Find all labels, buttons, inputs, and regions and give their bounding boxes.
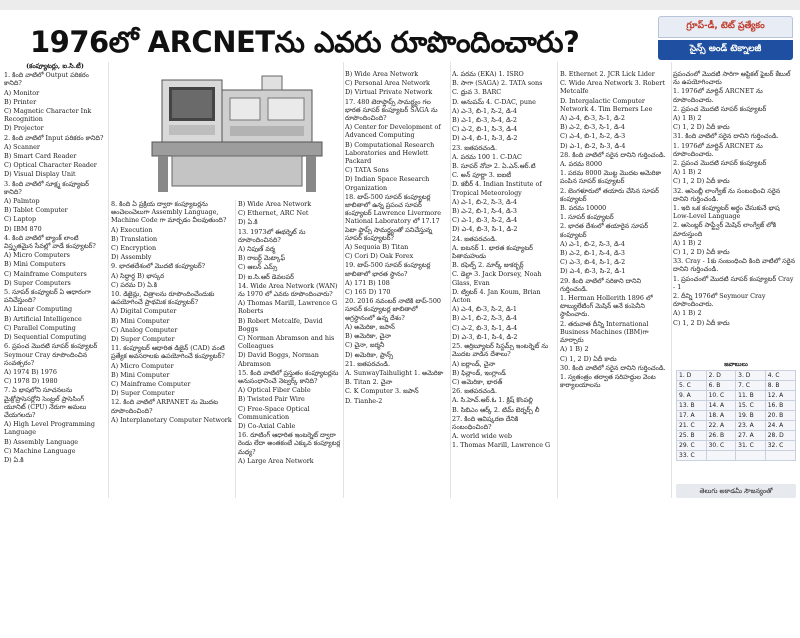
question-line: A) 1 B) 2 <box>560 345 589 354</box>
question-line: A) ఎ-4, బి-3, సి-2, డి-1 <box>452 305 517 314</box>
question-line: A) 1 B) 2 <box>673 114 702 123</box>
question-line: C) Mainframe Computers <box>4 269 87 278</box>
question-line: B) Mini Computer <box>111 370 170 379</box>
question-line: 8. కింది ఏ ప్రక్రియ ద్వారా కంప్యూటర్లను అంచెలంచెలుగా Assembly Language, Machine Code గా మార్చడం వీలవుతుంది? <box>111 200 227 225</box>
question-line: 2. బెంగళూరులో తయారు చేసిన సూపర్ కంప్యూటర్ <box>560 186 659 203</box>
question-line: 1. Thomas Marill, Lawrence G <box>452 441 551 450</box>
question-line: C) చైనా, జర్మనీ <box>345 341 385 350</box>
question-line: A. సి.హెచ్.ఆర్.ఓ 1. క్రిష్ కొంపల్లి <box>452 396 533 405</box>
question-line: 2. కింది వాటిలో Input పరికరం కానిది? <box>4 133 104 142</box>
answer-key-cell: 16. B <box>765 401 795 411</box>
question-line: A) Micro Computers <box>4 251 70 260</box>
question-line: 33. Cray - 1కు సంబంధించి కింది వాటిలో సరైన దానిని గుర్తించండి. <box>673 257 795 274</box>
question-line: C. డెల్టా 3. Jack Dorsey, Noah Glass, Evan <box>452 270 542 287</box>
question-line: A) Thomas Marill, Lawrence G Roberts <box>238 299 338 316</box>
question-line: D) ఏ.కి <box>238 218 258 227</box>
answer-key-row <box>677 401 796 411</box>
column-6 <box>560 70 670 508</box>
question-line: A) 1 B) 2 <box>673 168 702 177</box>
question-line: 14. Wide Area Network (WAN) ను 1970 లో ఎవరు రూపొందించారు? <box>238 281 338 299</box>
question-line: 2. దీన్ని 1976లో Seymour Cray రూపొందించారు. <box>673 292 766 309</box>
page-title: 1976లో ARCNETను ఎవరు రూపొందించారు? <box>30 25 580 59</box>
answer-key-cell: 26. B <box>706 431 736 441</box>
answer-key-cell: 5. C <box>677 381 707 391</box>
col2-lines <box>111 200 233 424</box>
answer-key-cell: 15. C <box>736 401 766 411</box>
question-line: C) 165 D) 170 <box>345 288 391 297</box>
question-line: C) 1, 2 D) ఏదీ కాదు <box>673 177 730 186</box>
answer-key-title: జవాబులు <box>724 361 748 368</box>
answer-key-row <box>677 421 796 431</box>
col7-lines <box>673 70 797 327</box>
question-line: B) Mini Computers <box>4 260 66 269</box>
question-line: B) ఎ-2, బి-1, సి-4, డి-3 <box>452 207 517 216</box>
question-line: A) నిపుణ్ వర్మ <box>238 245 276 254</box>
question-line: C) TATA Sons <box>345 166 389 175</box>
question-line: D) Sequential Computing <box>4 333 87 342</box>
question-line: 20. 2016 నవంబర్ నాటికి టాప్-500 సూపర్ కంప్యూటర్ల జాబితాలో అగ్రస్థానంలో ఉన్న దేశం? <box>345 297 442 322</box>
question-line: C) 1978 D) 1980 <box>4 377 58 386</box>
answer-key-cell: 32. C <box>765 441 795 451</box>
question-line: B) Twisted Pair Wire <box>238 395 305 404</box>
column-7 <box>673 70 797 358</box>
question-line: 2. ప్రపంచ మొదటి సూపర్ కంప్యూటర్ <box>673 159 767 168</box>
question-line: A) ఐర్లాండ్, చైనా <box>452 359 496 368</box>
question-line: B) Printer <box>4 97 37 106</box>
column-divider <box>450 62 451 498</box>
question-line: C) అమెరికా, భారత్ <box>452 377 503 386</box>
question-line: B) Assembly Language <box>4 437 79 446</box>
question-line: D) Super Computer <box>111 389 175 398</box>
answer-key-cell: 33. C <box>677 451 707 461</box>
question-line: B) రాబర్ట్ మెట్కాఫ్ <box>238 254 286 263</box>
answer-key-cell: 11. B <box>736 391 766 401</box>
question-line: B) Mini Computer <box>111 316 170 325</box>
question-line: 29. కింది వాటిలో సరికాని దానిని గుర్తించండి. <box>560 276 642 293</box>
col5-lines <box>452 70 555 450</box>
question-line: 1. Herman Hollerith 1896 లో టాబ్యులేటింగ్ మెషిన్ అనే కంపెనీని స్థాపించారు. <box>560 294 653 319</box>
question-line: A) Large Area Network <box>238 456 314 465</box>
question-line: A. పరమ (EKA) 1. ISRO <box>452 70 524 78</box>
answer-key-cell: 19. B <box>736 411 766 421</box>
question-line: D) ఎ-4, బి-1, సి-3, డి-2 <box>452 134 518 143</box>
question-line: A. పరమ 8000 <box>560 160 603 169</box>
question-line: D. అనుపమ్ 4. C-DAC, pune <box>452 97 536 106</box>
question-line: ప్రపంచంలో మొదటి సారిగా ఆప్టికల్ ఫైబర్ కేబుల్ ను ఉపయోగించారు <box>673 70 791 87</box>
section-badge <box>658 16 793 60</box>
answer-key-row <box>677 431 796 441</box>
question-line: C. Wide Area Network 3. Robert Metcalfe <box>560 79 665 96</box>
question-line: 2. ప్రపంచ మొదటి సూపర్ కంప్యూటర్ <box>673 104 767 113</box>
answer-key-cell: 29. C <box>677 441 707 451</box>
question-line: D. కబీర్ 4. Indian Institute of Tropical Meteorology <box>452 180 542 197</box>
question-line: A) ఎ-3, బి-1, సి-2, డి-4 <box>452 106 517 115</box>
question-line: D) Indian Space Research Organization <box>345 175 430 192</box>
question-line: C) 1, 2 D) ఏదీ కాదు <box>673 248 730 257</box>
col3-lines <box>238 200 342 465</box>
column-divider <box>235 200 236 498</box>
question-line: A) Micro Computer <box>111 361 174 370</box>
question-line: D) Co-Axial Cable <box>238 422 296 431</box>
question-line: B. సాగా (SAGA) 2. TATA sons <box>452 79 543 88</box>
credit-label: తెలుగు అకాడమీ సౌజన్యంతో <box>676 484 796 498</box>
question-line: C) Parallel Computing <box>4 323 76 332</box>
question-line: 1. స్వతంత్రం తర్వాత సరిహద్దుల వెంట కార్యాలయాలను <box>560 372 656 390</box>
answer-key-cell: 17. A <box>677 411 707 421</box>
question-line: A) Interplanetary Computer Network <box>111 415 232 424</box>
answer-key-cell: 23. A <box>736 421 766 431</box>
top-strip <box>0 0 800 10</box>
question-line: 32. అసెంబ్లీ లాంగ్వేజ్ ను సంబంధించి సరైన దానిని గుర్తించండి. <box>673 186 781 203</box>
question-line: D) ఎ-4, బి-3, సి-2, డి-1 <box>560 267 626 276</box>
section-heading: (కంప్యూటర్లు, ఐ.సి.టీ) <box>26 62 84 70</box>
answer-key-cell: 24. A <box>765 421 795 431</box>
question-line: A) 1 B) 2 <box>673 238 702 247</box>
question-line: 19. టాప్-500 సూపర్ కంప్యూటర్ల జాబితాలో భారత స్థానం? <box>345 261 431 278</box>
question-line: B) అమెరికా, చైనా <box>345 332 391 341</box>
badge-bottom-label: సైన్స్ అండ్ టెక్నాలజీ <box>658 40 793 60</box>
question-line: 25. అర్రిబ్యూటర్ సిస్టమ్స్ ఇంటర్నెట్ ను మొదట వాడిన దేశాలు? <box>452 342 549 359</box>
question-line: D) ఎ-4, బి-3, సి-1, డి-2 <box>452 225 518 234</box>
question-line: B) Wide Area Network <box>238 200 312 208</box>
question-line: C) Analog Computer <box>111 325 178 334</box>
question-line: 2. భారత దేశంలో తయారైన సూపర్ కంప్యూటర్ <box>560 222 649 239</box>
question-line: D) Super Computers <box>4 278 71 287</box>
answer-key-cell: 9. A <box>677 391 707 401</box>
column-3 <box>238 200 342 638</box>
column-5 <box>452 70 555 508</box>
question-line: C) 1, 2 D) ఏదీ కాదు <box>673 123 730 132</box>
answer-key-cell: 13. B <box>677 401 707 411</box>
answer-key-row <box>677 371 796 381</box>
question-line: D) అమెరికా, ఫ్రాన్స్ <box>345 350 394 359</box>
question-line: D) David Boggs, Norman Abramson <box>238 351 319 368</box>
answer-key-cell: 3. D <box>736 371 766 381</box>
question-line: 1. ఇది ఒక కంప్యూటర్ అర్థం చేసుకునే భాష Low-Level Language <box>673 204 780 221</box>
question-line: D) ఐ.సి.ఆర్ డెవలపర్ <box>238 272 294 281</box>
column-1 <box>4 62 106 500</box>
question-line: D) Assembly <box>111 253 152 262</box>
question-line: C) Personal Area Network <box>345 79 430 88</box>
question-line: A) 171 B) 108 <box>345 278 390 287</box>
question-line: C) ఎ-1, బి-3, సి-2, డి-4 <box>452 216 518 225</box>
question-line: B. సిబిఎం ఆర్క్ 2. టిమ్ బెర్నర్స్ లీ <box>452 405 540 414</box>
column-2 <box>111 200 233 638</box>
question-line: C) పరమ D) ఏ.కి <box>111 280 158 289</box>
answer-key-cell: 21. C <box>677 421 707 431</box>
question-line: 2. అసెంబ్లర్ సాఫ్ట్వేర్ మెషిన్ లాంగ్వేజ్ లోకి మారుస్తుంది <box>673 221 777 238</box>
question-line: C. అన్ పూర్ణా 3. ఐఐటీ <box>452 171 512 180</box>
question-line: 31. కింది వాటిలో సరైన దానిని గుర్తించండి. <box>673 132 779 141</box>
question-line: A. పరమ 100 1. C-DAC <box>452 152 522 161</box>
question-line: 1. కింది వాటిలో Output పరికరం కానిది? <box>4 71 89 88</box>
question-line: A) ఎ-1, బి-2, సి-3, డి-4 <box>560 239 625 248</box>
question-line: B) Translation <box>111 234 158 243</box>
question-line: C) Magnetic Character Ink Recognition <box>4 107 92 124</box>
question-line: C) Ethernet, ARC Net <box>238 209 309 218</box>
question-line: 1. పరమ 8000 మొట్ట మొదట అమెరికా పంపిన సూపర్ కంప్యూటర్ <box>560 169 662 186</box>
question-line: C) ఎ-3, బి-4, సి-1, డి-2 <box>560 258 626 267</box>
question-line: D) ఏ.కి <box>4 455 24 464</box>
question-line: 7. ఏ భాషలోని సూచనలను మైక్రోప్రాసెసర్లోని సెంట్రల్ ప్రాసెసింగ్ యూనిట్ (CPU) నేరుగా అమలు చేయగలదు? <box>4 386 87 419</box>
answer-key-cell: 18. A <box>706 411 736 421</box>
question-line: C) 1, 2 D) ఏదీ కాదు <box>560 354 617 363</box>
answer-key-row <box>677 451 796 461</box>
question-line: A) సిద్ధార్థ B) భాస్కర <box>111 271 165 280</box>
answer-key-cell: 30. C <box>706 441 736 451</box>
question-line: D. Intergalactic Computer Network 4. Tim Berners Lee <box>560 96 653 113</box>
answer-key-cell: 2. D <box>706 371 736 381</box>
question-line: D) Visual Display Unit <box>4 170 76 179</box>
question-line: 18. టాప్-500 సూపర్ కంప్యూటర్ల జాబితాలో ఉన్న ప్రపంచ సూపర్ కంప్యూటర్ Lawrence Livermore National Laboratory లో 17.17 పెటా ఫ్లాప్స్ సామర్థ్యంతో పనిచేస్తున్న సూపర్ కంప్యూటర్? <box>345 192 441 242</box>
question-line: 6. ప్రపంచ మొదటి సూపర్ కంప్యూటర్ Seymour Cray రూపొందించిన సంవత్సరం? <box>4 342 98 367</box>
question-line: B. రఫెల్ఫ్ 2. మార్క్ జుకర్బర్గ్ <box>452 261 524 270</box>
col6-lines <box>560 70 670 389</box>
question-line: B) ఎ-1, బి-3, సి-4, డి-2 <box>452 116 517 125</box>
question-line: 13. 1973లో ఈథర్నెట్ ను రూపొందించినది? <box>238 227 306 244</box>
question-line: 16. రూటింగ్ ఆధారిత ఇంటర్నెట్ ద్వారా రెండు లేదా అంతకంటే ఎక్కువ కంప్యూటర్ల మధ్య? <box>238 431 341 456</box>
question-line: 24. జతపరచండి. <box>452 234 498 243</box>
answer-key-row <box>677 381 796 391</box>
question-line: A) ఎ-4, బి-3, సి-1, డి-2 <box>560 114 625 123</box>
column-divider <box>343 62 344 498</box>
question-line: B) Tablet Computer <box>4 206 68 215</box>
question-line: D) ఎ-1, బి-2, సి-3, డి-4 <box>560 141 626 150</box>
question-line: B) ఎ-2, బి-3, సి-1, డి-4 <box>560 123 625 132</box>
answer-key-cell: 20. B <box>765 411 795 421</box>
question-line: C) Free-Space Optical Communication <box>238 404 310 421</box>
question-line: C) Encryption <box>111 244 157 253</box>
question-line: D) Projector <box>4 124 44 133</box>
column-divider <box>108 62 109 498</box>
question-line: 15. కింది వాటిలో ప్రస్తుతం కంప్యూటర్లను అనుసంధానించే నెట్వర్క్ కానిది? <box>238 368 339 386</box>
question-line: C) ఎ-2, బి-1, సి-3, డి-4 <box>452 125 518 134</box>
question-line: C) Mainframe Computer <box>111 380 191 389</box>
question-line: A) Optical Fiber Cable <box>238 386 311 395</box>
question-line: A) అమెరికా, జపాన్ <box>345 322 395 331</box>
question-line: 10. డిజైన్లు, చిత్రాలను రూపొందించేందుకు ఉపయోగించే ప్రాథమిక కంప్యూటర్? <box>111 290 215 307</box>
question-line: 11. కంప్యూటర్ ఆధారిత డిజైన్ (CAD) వంటి ప్రత్యేక అవసరాలకు ఉపయోగించే కంప్యూటర్? <box>111 344 225 361</box>
question-line: D) ఎ-3, బి-1, సి-4, డి-2 <box>452 332 518 341</box>
answer-key-cell: 6. B <box>706 381 736 391</box>
question-line: A) High Level Programming Language <box>4 420 96 437</box>
answer-key-row <box>677 441 796 451</box>
question-line: D) IBM 870 <box>4 224 42 233</box>
question-line: B. Titan 2. చైనా <box>345 378 393 387</box>
question-line: C) ఆలన్ ఎమ్స్ <box>238 263 278 272</box>
question-line: A. ఐటనర్ 1. భారత కంప్యూటర్ పితామహుడు <box>452 243 533 261</box>
question-line: 21. జతపరచండి. <box>345 359 391 368</box>
question-line: B) Robert Metcalfe, David Boggs <box>238 316 323 333</box>
question-line: D. ట్విటర్ 4. Jan Koum, Brian Acton <box>452 287 541 305</box>
question-line: B) ఫిన్లాండ్, ఇంగ్లాండ్ <box>452 368 506 377</box>
question-line: C) ఎ-2, బి-3, సి-1, డి-4 <box>452 323 518 332</box>
answer-key-cell: 4. C <box>765 371 795 381</box>
answer-key-cell: 1. D <box>677 371 707 381</box>
answer-key-cell: 12. A <box>765 391 795 401</box>
question-line: B) Wide Area Network <box>345 70 419 78</box>
question-line: 23. జతపరచండి. <box>452 143 498 152</box>
question-line: A) Palmtop <box>4 197 40 206</box>
question-line: D) Virtual Private Network <box>345 88 433 97</box>
question-line: B) Artificial Intelligence <box>4 314 82 323</box>
question-line: C) ఎ-4, బి-1, సి-2, డి-3 <box>560 132 626 141</box>
question-line: A) 1 B) 2 <box>673 309 702 318</box>
answer-key-cell: 8. B <box>765 381 795 391</box>
answer-key-cell: 22. A <box>706 421 736 431</box>
answer-key-table <box>676 370 796 461</box>
question-line: A) Linear Computing <box>4 305 73 314</box>
question-line: 30. కింది వాటిలో సరైన దానిని గుర్తించండి. <box>560 363 666 372</box>
question-line: A) Digital Computer <box>111 307 177 316</box>
column-4 <box>345 70 448 508</box>
answer-key-cell: 14. A <box>706 401 736 411</box>
question-line: A) Center for Development of Advanced Computing <box>345 123 441 140</box>
question-line: 5. సూపర్ కంప్యూటర్ ఏ ఆధారంగా పనిచేస్తుంది? <box>4 288 91 305</box>
question-line: 4. కింది వాటిలో బ్యాంక్ లాంటి విస్తృతమైన సేవల్లో వాడే కంప్యూటర్? <box>4 233 96 251</box>
question-line: B. సూపర్ నోవా 2. ఏ.ఎన్.ఆర్.టి <box>452 162 536 171</box>
question-line: C. ధ్రువ 3. BARC <box>452 88 502 97</box>
answer-key-cell: 25. B <box>677 431 707 441</box>
answer-key-cell: 28. D <box>765 431 795 441</box>
question-line: 9. భారతదేశంలో మొదటి కంప్యూటర్? <box>111 262 206 271</box>
answer-key-cell <box>765 451 795 461</box>
question-line: C) Optical Character Reader <box>4 161 97 170</box>
question-line: 2. తరువాత దీన్ని International Business Machines (IBM)గా మార్చారు <box>560 319 649 345</box>
question-line: 1. 1976లో మార్టిన్ ARCNET ను రూపొందించారు. <box>673 141 763 158</box>
question-line: 28. కింది వాటిలో సరైన దానిని గుర్తించండి. <box>560 150 666 159</box>
question-line: 12. కింది వాటిలో ARPANET ను మొదట రూపొందించింది? <box>111 398 219 415</box>
question-line: C) Cori D) Oak Forex <box>345 252 414 261</box>
question-line: A. SunwayTaihulight 1. అమెరికా <box>345 368 444 377</box>
column-divider <box>557 62 558 498</box>
question-line: A) Sequoia B) Titan <box>345 243 409 252</box>
col4-lines <box>345 70 448 405</box>
question-line: A) Monitor <box>4 88 40 97</box>
question-line: A) 1974 B) 1976 <box>4 367 57 376</box>
question-line: B. Ethernet 2. JCR Lick Lider <box>560 70 655 78</box>
question-line: 1. ప్రపంచంలో మొదటి సూపర్ కంప్యూటర్ Cray - 1 <box>673 274 794 291</box>
question-line: C) 1, 2 D) ఏదీ కాదు <box>673 318 730 327</box>
question-line: B) Smart Card Reader <box>4 152 77 161</box>
question-line: 26. జతపరచండి. <box>452 387 498 396</box>
answer-key-row <box>677 391 796 401</box>
question-line: C) Norman Abramson and his Colleagues <box>238 334 335 351</box>
question-line: B. పరమ 10000 <box>560 204 607 213</box>
question-line: D. Tianhe-2 <box>345 396 383 405</box>
question-line: 27. కింది ఆవిష్కరణ దేనికి సంబంధించింది? <box>452 414 519 431</box>
computer-terminal-illustration <box>112 70 337 196</box>
question-line: D) Super Computer <box>111 335 175 344</box>
question-line: 1. సూపర్ కంప్యూటర్ <box>560 213 614 222</box>
answer-key-row <box>677 411 796 421</box>
column-divider <box>671 62 672 498</box>
question-line: C) Machine Language <box>4 446 76 455</box>
question-line: C) Laptop <box>4 215 37 224</box>
answer-key-cell: 7. C <box>736 381 766 391</box>
answer-key-cell <box>736 451 766 461</box>
question-line: B) ఎ-2, బి-1, సి-4, డి-3 <box>560 249 625 258</box>
question-line: 17. 480 టెరాఫ్లాప్స్ సామర్థ్యం గల భారత సూపర్ కంప్యూటర్ SAGA ను రూపొందించింది? <box>345 97 438 123</box>
question-line: B) Computational Research Laboratories and Hewlett Packard <box>345 140 435 166</box>
question-line: C. K Computer 3. జపాన్ <box>345 387 419 396</box>
badge-top-label: గ్రూప్-డీ, టెట్ ప్రత్యేకం <box>658 16 793 38</box>
question-line: 1. 1976లో మార్టిన్ ARCNET ను రూపొందించారు. <box>673 87 763 104</box>
question-line: A. world wide web <box>452 432 512 441</box>
answer-key-cell: 27. A <box>736 431 766 441</box>
col1-lines <box>4 71 106 464</box>
question-line: A) Scanner <box>4 142 40 151</box>
answer-key-cell: 31. C <box>736 441 766 451</box>
question-line: A) ఎ-1, బి-2, సి-3, డి-4 <box>452 197 517 206</box>
answer-key-cell: 10. C <box>706 391 736 401</box>
question-line: A) Execution <box>111 225 153 234</box>
question-line: 3. కింది వాటిలో సూక్ష్మ కంప్యూటర్ కానిది? <box>4 179 89 196</box>
question-line: B) ఎ-1, బి-2, సి-3, డి-4 <box>452 314 517 323</box>
answer-key-cell <box>706 451 736 461</box>
